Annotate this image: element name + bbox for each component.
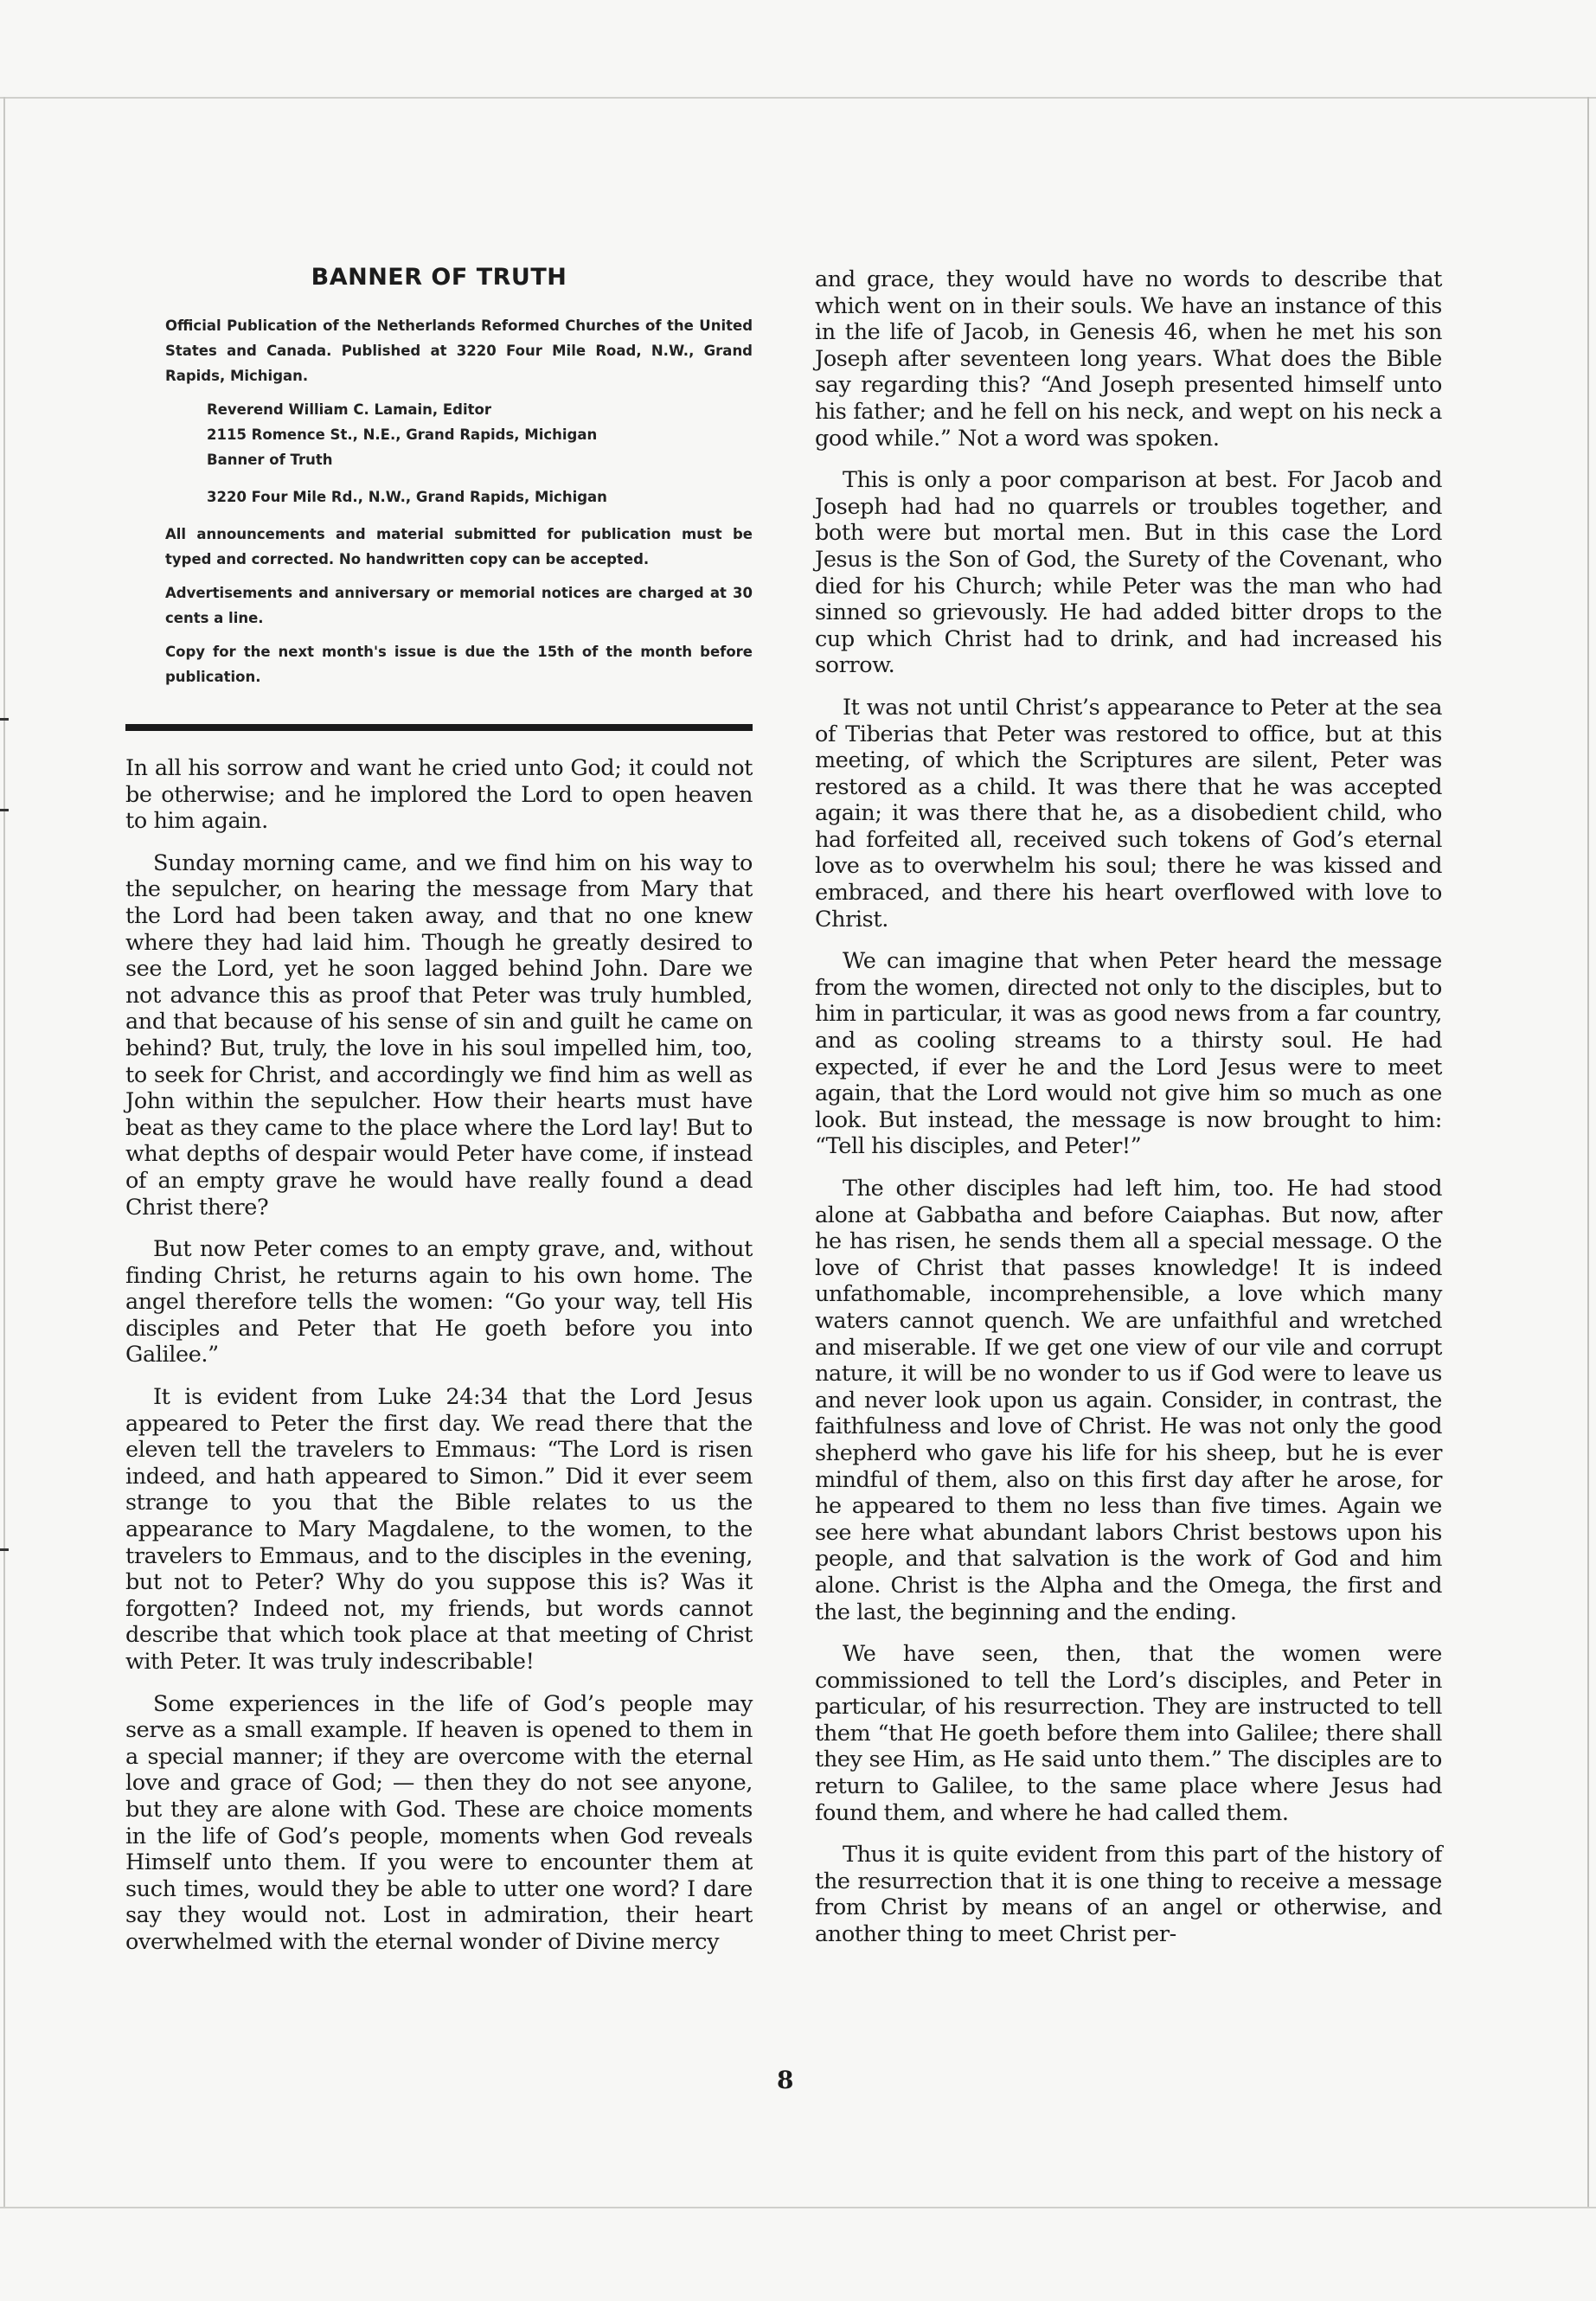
section-divider xyxy=(125,724,753,731)
masthead-title: BANNER OF TRUTH xyxy=(311,264,567,291)
page-number: 8 xyxy=(777,2066,794,2094)
paragraph: In all his sorrow and want he cried unto God; it could not be otherwise; and he implored the Lord to open heaven to him again. xyxy=(125,755,753,835)
paragraph: It is evident from Luke 24:34 that the Lord Jesus appeared to Peter the first day. We read there that the eleven tell the travelers to Emmaus: “The Lord is risen indeed, and hath appeared to Simon.” Did it ever seem strange to you that the Bible relates to us the appearance to Mary Magdalene, to the women, to the travelers to Emmaus, and to the disciples in the evening, but not to Peter? Why do you suppose this is? Was it forgotten? Indeed not, my friends, but words cannot describe that which took place at that meeting of Christ with Peter. It was truly indescribable! xyxy=(125,1384,753,1675)
paragraph: It was not until Christ’s appearance to Peter at the sea of Tiberias that Peter was restored to office, but at this meeting, of which the Scriptures are silent, Peter was restored as a child. It was there that he was accepted again; it was there that he, as a disobedient child, who had forfeited all, received such tokens of God’s eternal love as to overwhelm his soul; there he was kissed and embraced, and there his heart overflowed with love to Christ. xyxy=(815,694,1442,933)
masthead-announcements: All announcements and material submitted for publication must be typed and corrected. No handwritten copy can be accepted. xyxy=(165,526,753,567)
masthead-banner-address: 3220 Four Mile Rd., N.W., Grand Rapids, Michigan xyxy=(207,489,607,505)
paragraph: We have seen, then, that the women were commissioned to tell the Lord’s disciples, and Peter in particular, of his resurrection. They are instructed to tell them “that He goeth before them into Galilee; there shall they see Him, as He said unto them.” The disciples are to return to Galilee, to the same place where Jesus had found them, and where he had called them. xyxy=(815,1641,1442,1826)
scan-mark xyxy=(0,809,9,811)
masthead xyxy=(125,264,753,689)
page-edge-bottom xyxy=(0,2207,1596,2208)
paragraph: But now Peter comes to an empty grave, and, without finding Christ, he returns again to his own home. The angel therefore tells the women: “Go your way, tell His disciples and Peter that He goeth before you into Galilee.” xyxy=(125,1236,753,1368)
masthead-copy-deadline: Copy for the next month's issue is due the 15th of the month before publication. xyxy=(165,644,753,685)
scan-mark xyxy=(0,1548,9,1551)
paragraph: Thus it is quite evident from this part of the history of the resurrection that it is one thing to receive a message from Christ by means of an angel or otherwise, and another thing to meet Christ per- xyxy=(815,1842,1442,1948)
masthead-banner-label: Banner of Truth xyxy=(207,452,333,468)
scan-mark xyxy=(0,718,9,721)
masthead-official: Official Publication of the Netherlands Reformed Churches of the United States and Canada. Published at 3220 Four Mile Road, N.W., Grand Rapids, Michigan. xyxy=(165,317,753,384)
paragraph: and grace, they would have no words to describe that which went on in their souls. We have an instance of this in the life of Jacob, in Genesis 46, when he met his son Joseph after seventeen long years. What does the Bible say regarding this? “And Joseph presented himself unto his father; and he fell on his neck, and wept on his neck a good while.” Not a word was spoken. xyxy=(815,266,1442,452)
masthead-editor-address: 2115 Romence St., N.E., Grand Rapids, Michigan xyxy=(207,426,598,443)
paragraph: This is only a poor comparison at best. For Jacob and Joseph had had no quarrels or troubles together, and both were but mortal men. But in this case the Lord Jesus is the Son of God, the Surety of the Covenant, who died for his Church; while Peter was the man who had sinned so grievously. He had added bitter drops to the cup which Christ had to drink, and had increased his sorrow. xyxy=(815,467,1442,679)
left-column xyxy=(125,264,753,1971)
masthead-editor: Reverend William C. Lamain, Editor xyxy=(207,401,491,418)
page-edge-right xyxy=(1587,97,1589,2208)
right-column xyxy=(815,266,1442,1964)
masthead-advertisements: Advertisements and anniversary or memorial notices are charged at 30 cents a line. xyxy=(165,585,753,626)
paragraph: Sunday morning came, and we find him on his way to the sepulcher, on hearing the message from Mary that the Lord had been taken away, and that no one knew where they had laid him. Though he greatly desired to see the Lord, yet he soon lagged behind John. Dare we not advance this as proof that Peter was truly humbled, and that because of his sense of sin and guilt he came on behind? But, truly, the love in his soul impelled him, too, to seek for Christ, and accordingly we find him as well as John within the sepulcher. How their hearts must have beat as they came to the place where the Lord lay! But to what depths of despair would Peter have come, if instead of an empty grave he would have really found a dead Christ there? xyxy=(125,849,753,1221)
page-edge-top xyxy=(0,97,1596,99)
paragraph: The other disciples had left him, too. He had stood alone at Gabbatha and before Caiaphas. But now, after he has risen, he sends them all a special message. O the love of Christ that passes knowledge! It is indeed unfathomable, incomprehensible, a love which many waters cannot quench. We are unfaithful and wretched and miserable. If we get one view of our vile and corrupt nature, it will be no wonder to us if God were to leave us and never look upon us again. Consider, in contrast, the faithfulness and love of Christ. He was not only the good shepherd who gave his life for his sheep, but he is ever mindful of them, also on this first day after he arose, for he appeared to them no less than five times. Again we see here what abundant labors Christ bestows upon his people, and that salvation is the work of God and him alone. Christ is the Alpha and the Omega, the first and the last, the beginning and the ending. xyxy=(815,1176,1442,1625)
paragraph: We can imagine that when Peter heard the message from the women, directed not only to the disciples, but to him in particular, it was as good news from a far country, and as cooling streams to a thirsty soul. He had expected, if ever he and the Lord Jesus were to meet again, that the Lord would not give him so much as one look. But instead, the message is now brought to him: “Tell his disciples, and Peter!” xyxy=(815,948,1442,1160)
paragraph: Some experiences in the life of God’s people may serve as a small example. If heaven is opened to them in a special manner; if they are overcome with the eternal love and grace of God; — then they do not see anyone, but they are alone with God. These are choice moments in the life of God’s people, moments when God reveals Himself unto them. If you were to encounter them at such times, would they be able to utter one word? I dare say they would not. Lost in admiration, their heart overwhelmed with the eternal wonder of Divine mercy xyxy=(125,1690,753,1955)
page-edge-left xyxy=(3,97,5,2208)
